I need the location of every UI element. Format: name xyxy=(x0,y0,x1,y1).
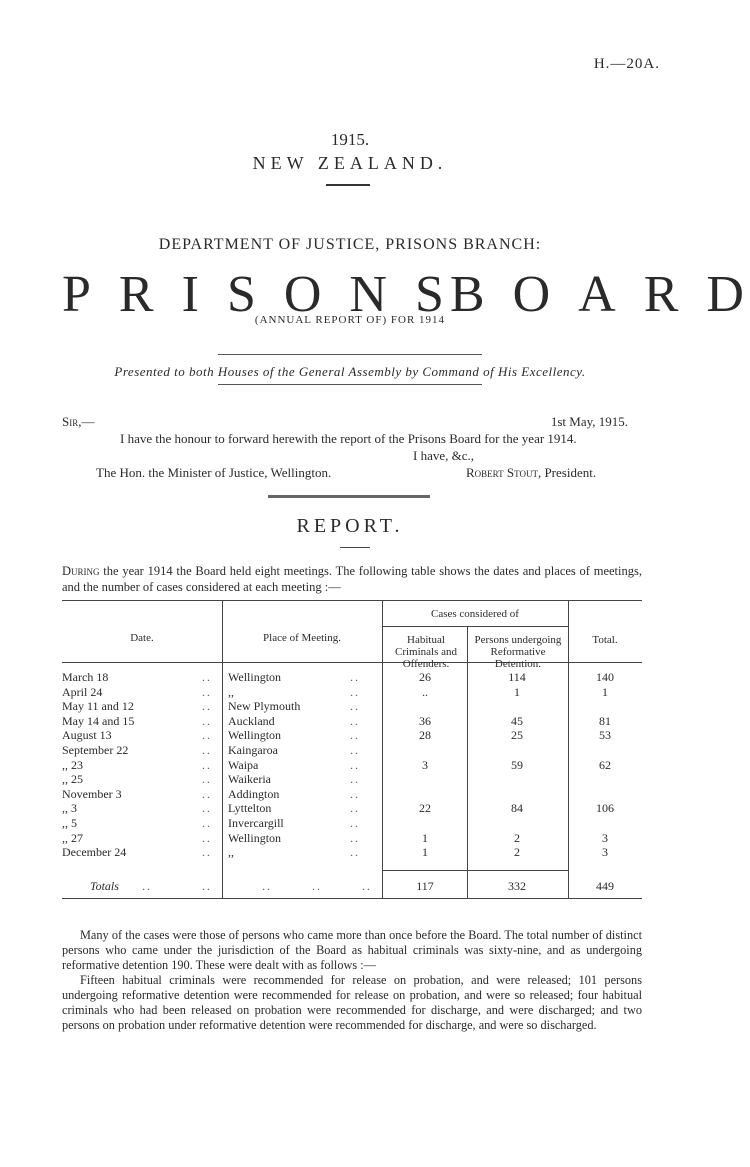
cell-reformative: 45 xyxy=(511,713,523,728)
divider xyxy=(218,384,482,385)
cell-place: Waikeria xyxy=(228,772,272,787)
cell-total: 140 xyxy=(596,670,614,684)
cell-reformative: 59 xyxy=(511,757,523,772)
cell-date: April 24 xyxy=(62,684,103,699)
meetings-table xyxy=(62,600,642,908)
cell-total: 81 xyxy=(599,713,611,728)
cell-total: 62 xyxy=(599,757,611,772)
cell-habitual: 28 xyxy=(419,728,431,743)
year: 1915. xyxy=(330,130,370,149)
cell-date: ,, 25 xyxy=(62,772,83,787)
table-rule xyxy=(382,600,383,898)
cell-date: March 18 xyxy=(62,670,109,684)
cell-reformative: 2 xyxy=(514,830,520,845)
leader-dots: .. xyxy=(202,699,212,714)
cell-total: 3 xyxy=(602,830,608,845)
cell-date: ,, 5 xyxy=(62,816,77,830)
cell-date: ,, 23 xyxy=(62,757,83,772)
leader-dots: .. xyxy=(350,845,360,860)
leader-dots: .. xyxy=(202,845,212,860)
presented-line: Presented to both Houses of the General Assembly by Command of His Excellency. xyxy=(114,364,586,379)
cell-reformative: 2 xyxy=(514,845,520,860)
cell-date: November 3 xyxy=(62,786,122,801)
leader-dots: .. xyxy=(350,713,360,728)
intro-lead: During xyxy=(62,564,100,578)
leader-dots: .. xyxy=(350,816,360,830)
title-word-prisons: P R I S O N S xyxy=(62,266,450,323)
cell-habitual: 1 xyxy=(422,845,428,860)
paragraph: Fifteen habitual criminals were recommended for release on probation, and were released; 101 persons undergoing reformative detention were recommended for release on probation, and were so released; four habitual criminals who had been released on probation were recommended for discharge, and were discharged; and two persons on probation under reformative detention were recommended for discharge, and were so discharged. xyxy=(62,973,642,1032)
title-word-board: B O A R D xyxy=(449,266,750,323)
divider xyxy=(340,547,370,548)
cell-place: Addington xyxy=(228,786,280,801)
cell-habitual: .. xyxy=(422,684,428,699)
header-total: Total. xyxy=(592,634,618,646)
cell-reformative: 84 xyxy=(511,801,523,816)
cell-date: ,, 3 xyxy=(62,801,77,816)
signatory-title: , President. xyxy=(537,465,597,480)
cell-place: Invercargill xyxy=(228,816,284,830)
table-rule xyxy=(467,626,468,898)
cell-place: ,, xyxy=(228,684,234,699)
divider xyxy=(268,495,430,498)
letter-date: 1st May, 1915. xyxy=(550,414,628,429)
header-place: Place of Meeting. xyxy=(263,632,341,644)
letter-closing: I have, &c., xyxy=(413,448,475,463)
cell-date: September 22 xyxy=(62,743,129,757)
divider xyxy=(326,184,370,186)
cell-total: 106 xyxy=(596,801,614,816)
letter-body: I have the honour to forward herewith the report of the Prisons Board for the year 1914. xyxy=(120,431,577,446)
table-rule xyxy=(222,600,223,898)
cell-place: New Plymouth xyxy=(228,699,301,714)
leader-dots: .. xyxy=(350,772,360,787)
leader-dots: .. xyxy=(202,879,212,893)
cell-reformative: 114 xyxy=(508,670,526,684)
leader-dots: .. xyxy=(350,786,360,801)
header-reformative: Persons undergoing Reformative Detention. xyxy=(474,634,562,670)
totals-habitual: 117 xyxy=(416,879,434,893)
report-subtitle: (ANNUAL REPORT OF) FOR 1914 xyxy=(254,314,446,326)
cell-total: 53 xyxy=(599,728,611,743)
leader-dots: .. xyxy=(350,801,360,816)
totals-reformative: 332 xyxy=(508,879,526,893)
page-identifier: H.—20A. xyxy=(593,56,660,72)
leader-dots: .. xyxy=(350,699,360,714)
leader-dots: .. xyxy=(350,728,360,743)
cell-place: Kaingaroa xyxy=(228,743,278,757)
leader-dots: .. xyxy=(350,757,360,772)
leader-dots: .. xyxy=(202,743,212,757)
cell-habitual: 36 xyxy=(419,713,431,728)
report-heading: REPORT. xyxy=(296,515,404,537)
cell-place: Wellington xyxy=(228,728,282,743)
cell-total: 3 xyxy=(602,845,608,860)
leader-dots: .. xyxy=(362,879,372,893)
letter-addressee: The Hon. the Minister of Justice, Wellington. xyxy=(96,465,332,480)
leader-dots: .. xyxy=(202,816,212,830)
leader-dots: .. xyxy=(202,670,212,684)
leader-dots: .. xyxy=(202,801,212,816)
divider xyxy=(218,354,482,355)
totals-total: 449 xyxy=(596,879,614,893)
paragraph: Many of the cases were those of persons who came more than once before the Board. The total number of distinct persons who came under the jurisdiction of the Board as habitual criminals was sixty-nine, and as undergoing reformative detention 190. These were dealt with as follows :— xyxy=(62,928,642,972)
leader-dots: .. xyxy=(350,670,360,684)
leader-dots: .. xyxy=(202,728,212,743)
letter-salutation: Sir,— xyxy=(62,414,95,429)
totals-label: Totals xyxy=(90,879,119,893)
leader-dots: .. xyxy=(350,830,360,845)
department-heading: DEPARTMENT OF JUSTICE, PRISONS BRANCH: xyxy=(158,236,542,253)
header-date: Date. xyxy=(130,632,154,644)
table-rule xyxy=(62,898,642,899)
cell-place: Wellington xyxy=(228,670,282,684)
intro-text: the year 1914 the Board held eight meetings. The following table shows the dates and places of meetings, and the number of cases considered at each meeting :— xyxy=(62,564,642,594)
cell-habitual: 26 xyxy=(419,670,431,684)
cell-habitual: 22 xyxy=(419,801,431,816)
cell-reformative: 25 xyxy=(511,728,523,743)
leader-dots: .. xyxy=(202,684,212,699)
letter-signature xyxy=(466,465,596,481)
table-rule xyxy=(62,600,642,601)
header-habitual: Habitual Criminals and Offenders. xyxy=(394,634,458,670)
country-heading: NEW ZEALAND. xyxy=(252,153,448,173)
closing-paragraphs xyxy=(62,928,642,1033)
cell-date: May 14 and 15 xyxy=(62,713,135,728)
leader-dots: .. xyxy=(202,772,212,787)
table-rule xyxy=(382,626,568,627)
header-cases: Cases considered of xyxy=(431,608,519,620)
cell-date: December 24 xyxy=(62,845,127,860)
cell-habitual: 3 xyxy=(422,757,428,772)
leader-dots: .. xyxy=(142,879,152,893)
leader-dots: .. xyxy=(262,879,272,893)
leader-dots: .. xyxy=(350,684,360,699)
cell-date: August 13 xyxy=(62,728,112,743)
cell-habitual: 1 xyxy=(422,830,428,845)
cell-place: Auckland xyxy=(228,713,275,728)
cell-date: ,, 27 xyxy=(62,830,83,845)
cell-date: May 11 and 12 xyxy=(62,699,134,714)
leader-dots: .. xyxy=(202,757,212,772)
leader-dots: .. xyxy=(350,743,360,757)
signatory-name: Robert Stout xyxy=(466,465,538,480)
cell-place: ,, xyxy=(228,845,234,860)
cell-total: 1 xyxy=(602,684,608,699)
leader-dots: .. xyxy=(312,879,322,893)
leader-dots: .. xyxy=(202,713,212,728)
table-rule xyxy=(382,870,568,871)
cell-place: Waipa xyxy=(228,757,259,772)
leader-dots: .. xyxy=(202,786,212,801)
cell-place: Lyttelton xyxy=(228,801,272,816)
cell-place: Wellington xyxy=(228,830,282,845)
cell-reformative: 1 xyxy=(514,684,520,699)
leader-dots: .. xyxy=(202,830,212,845)
report-intro xyxy=(62,563,642,595)
